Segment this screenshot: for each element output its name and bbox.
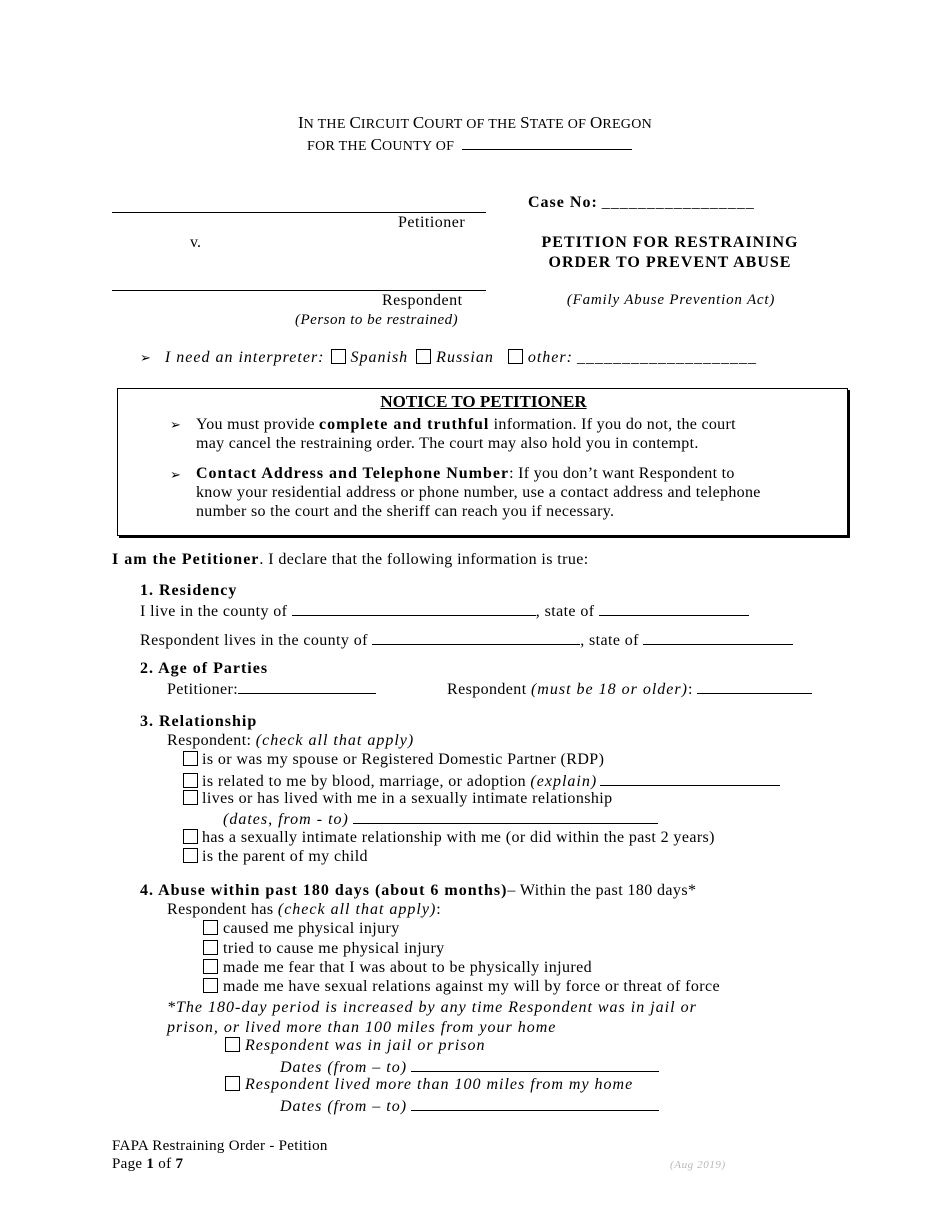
jail-dates-field[interactable] (411, 1057, 659, 1072)
distance-option: Respondent lived more than 100 miles from my home (225, 1076, 633, 1094)
petitioner-age-field[interactable] (238, 679, 376, 694)
footer-revision: (Aug 2019) (670, 1159, 726, 1171)
other-language-field[interactable]: ____________________ (576, 349, 757, 366)
case-number-field[interactable]: _________________ (601, 194, 755, 211)
spanish-checkbox[interactable] (331, 349, 346, 364)
relationship-explain-field[interactable] (600, 771, 780, 786)
respondent-state-field[interactable] (643, 630, 793, 645)
distance-checkbox[interactable] (225, 1076, 240, 1091)
respondent-age: Respondent (must be 18 or older): (447, 679, 812, 699)
form-title (500, 233, 840, 273)
respondent-age-field[interactable] (697, 679, 812, 694)
notice-item-truthful: You must provide complete and truthful information. If you do not, the court may cancel the restraining order. The court may also hold you in contempt. (196, 416, 736, 452)
abuse-intro: Respondent has (check all that apply): (167, 901, 442, 918)
relationship-current-checkbox[interactable] (183, 829, 198, 844)
form-subtitle: (Family Abuse Prevention Act) (566, 292, 776, 308)
residency-petitioner-line: I live in the county of , state of (140, 601, 749, 621)
abuse-option: tried to cause me physical injury (203, 940, 445, 958)
case-number: Case No: _________________ (528, 194, 755, 211)
residency-heading: 1. Residency (140, 582, 238, 599)
petitioner-state-field[interactable] (599, 601, 749, 616)
respondent-county-field[interactable] (372, 630, 580, 645)
petitioner-age: Petitioner: (167, 679, 376, 699)
interpreter-line (140, 349, 757, 367)
relationship-option: is the parent of my child (183, 848, 368, 866)
relationship-option: is related to me by blood, marriage, or adoption (explain) (183, 771, 780, 791)
petitioner-county-field[interactable] (292, 601, 536, 616)
russian-label: Russian (436, 349, 494, 366)
other-language-label: other: (527, 349, 573, 366)
age-heading: 2. Age of Parties (140, 660, 269, 677)
respondent-note: (Person to be restrained) (295, 312, 459, 328)
form-title-line1: PETITION FOR RESTRAINING (541, 234, 799, 251)
relationship-intimate-checkbox[interactable] (183, 790, 198, 805)
abuse-sexual-checkbox[interactable] (203, 978, 218, 993)
relationship-parent-checkbox[interactable] (183, 848, 198, 863)
relationship-heading: 3. Relationship (140, 713, 258, 730)
arrow-bullet-icon: ➢ (170, 418, 181, 433)
abuse-option: made me fear that I was about to be physically injured (203, 959, 592, 977)
relationship-spouse-checkbox[interactable] (183, 751, 198, 766)
abuse-footnote: *The 180-day period is increased by any time Respondent was in jail or prison, or lived more than 100 miles from your home (167, 999, 697, 1036)
relationship-option: is or was my spouse or Registered Domestic Partner (RDP) (183, 751, 604, 769)
abuse-injury-checkbox[interactable] (203, 920, 218, 935)
petitioner-name-line[interactable] (112, 212, 486, 213)
notice-box (117, 388, 848, 536)
abuse-option: caused me physical injury (203, 920, 400, 938)
versus-text: v. (190, 234, 201, 251)
abuse-option: made me have sexual relations against my will by force or threat of force (203, 978, 720, 996)
distance-dates: Dates (from – to) (280, 1096, 659, 1116)
court-heading: IN THE CIRCUIT COURT OF THE STATE OF OREGON (297, 113, 653, 132)
distance-dates-field[interactable] (411, 1096, 659, 1111)
jail-dates: Dates (from – to) (280, 1057, 659, 1077)
county-field[interactable] (462, 135, 632, 150)
notice-title: NOTICE TO PETITIONER (380, 392, 587, 411)
respondent-label: Respondent (382, 292, 463, 309)
spanish-label: Spanish (350, 349, 409, 366)
notice-item-contact: Contact Address and Telephone Number: If you don’t want Respondent to know your residential address or phone number, use a contact address and telephone number so the court and the sheriff can reach you if necessary. (196, 465, 761, 520)
abuse-attempt-checkbox[interactable] (203, 940, 218, 955)
russian-checkbox[interactable] (416, 349, 431, 364)
footer-page-number: Page 1 of 7 (112, 1156, 184, 1172)
form-title-line2: ORDER TO PREVENT ABUSE (548, 254, 792, 271)
interpreter-label: I need an interpreter: (164, 349, 325, 366)
arrow-bullet-icon: ➢ (170, 468, 181, 483)
petitioner-label: Petitioner (398, 214, 466, 231)
relationship-option: has a sexually intimate relationship with me (or did within the past 2 years) (183, 829, 715, 847)
relationship-dates-field[interactable] (353, 809, 658, 824)
relationship-dates: (dates, from - to) (223, 809, 658, 829)
arrow-bullet-icon: ➢ (140, 351, 151, 366)
declaration: I am the Petitioner. I declare that the following information is true: (112, 551, 589, 568)
respondent-name-line[interactable] (112, 290, 486, 291)
relationship-option: lives or has lived with me in a sexually intimate relationship (183, 790, 613, 808)
jail-checkbox[interactable] (225, 1037, 240, 1052)
abuse-fear-checkbox[interactable] (203, 959, 218, 974)
abuse-heading: 4. Abuse within past 180 days (about 6 months)– Within the past 180 days* (140, 882, 697, 899)
other-language-checkbox[interactable] (508, 349, 523, 364)
footer-form-name: FAPA Restraining Order - Petition (112, 1138, 328, 1154)
county-line: FOR THE COUNTY OF (307, 135, 632, 155)
relationship-intro: Respondent: (check all that apply) (167, 732, 415, 749)
residency-respondent-line: Respondent lives in the county of , state of (140, 630, 793, 650)
relationship-related-checkbox[interactable] (183, 773, 198, 788)
jail-option: Respondent was in jail or prison (225, 1037, 485, 1055)
